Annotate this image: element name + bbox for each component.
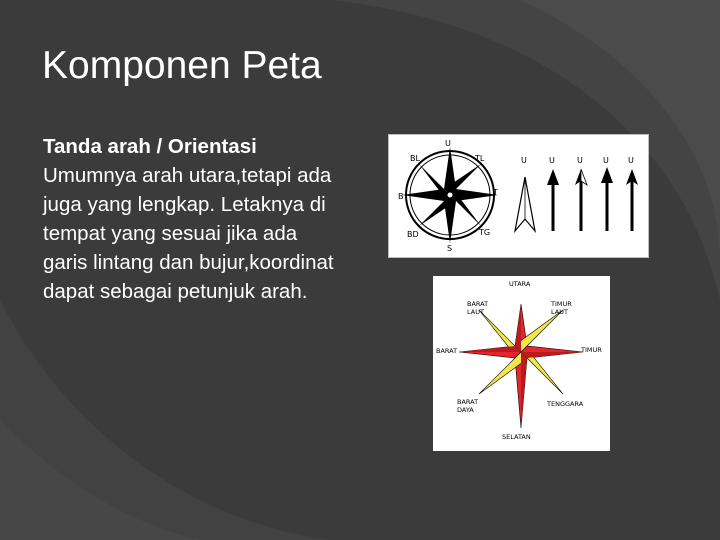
compass-rose-diagram-2 — [433, 276, 610, 451]
compass2-west-label: BARAT — [436, 347, 458, 355]
compass2-north-label: UTARA — [509, 280, 531, 288]
arrow-label-4: U — [603, 156, 609, 165]
compass2-northeast-label-1: TIMUR — [551, 300, 572, 308]
compass2-northwest-label-2: LAUT — [467, 308, 484, 316]
compass2-south-label: SELATAN — [502, 433, 531, 441]
compass1-west-label: B — [398, 192, 404, 201]
slide-title: Komponen Peta — [42, 44, 322, 87]
compass1-northwest-label: BL — [410, 154, 420, 163]
north-arrow-hollow-icon — [515, 177, 535, 231]
compass2-northwest-label-1: BARAT — [467, 300, 489, 308]
compass1-northeast-label: TL — [475, 154, 485, 163]
body-heading: Tanda arah / Orientasi — [43, 135, 257, 158]
compass1-south-label: S — [447, 244, 453, 253]
compass1-southeast-label: TG — [479, 228, 491, 237]
compass2-northeast-label-2: LAUT — [551, 308, 568, 316]
compass2-southwest-label-1: BARAT — [457, 398, 479, 406]
compass-rose-diagram-1 — [388, 134, 649, 258]
north-arrow-half-icon — [575, 169, 587, 231]
body-paragraph: Umumnya arah utara,tetapi ada juga yang lengkap. Letaknya di tempat yang sesuai jika ada garis lintang dan bujur,koordinat dapat sebagai petunjuk arah. — [43, 164, 334, 303]
arrow-label-2: U — [549, 156, 555, 165]
compass1-southwest-label: BD — [407, 230, 419, 239]
colored-compass-rose-icon — [459, 304, 583, 428]
compass2-southwest-label-2: DAYA — [457, 406, 474, 414]
north-arrow-filled-icon — [547, 169, 559, 231]
compass1-north-label: U — [445, 139, 451, 148]
body-text — [43, 132, 343, 306]
arrow-label-3: U — [577, 156, 583, 165]
compass2-east-label: TIMUR — [581, 346, 602, 354]
north-arrow-split-icon — [626, 169, 638, 231]
compass2-southeast-label: TENGGARA — [547, 400, 584, 408]
arrow-label-1: U — [521, 156, 527, 165]
compass1-east-label: T — [493, 188, 498, 197]
arrow-label-5: U — [628, 156, 634, 165]
north-arrow-barbed-icon — [601, 167, 613, 231]
